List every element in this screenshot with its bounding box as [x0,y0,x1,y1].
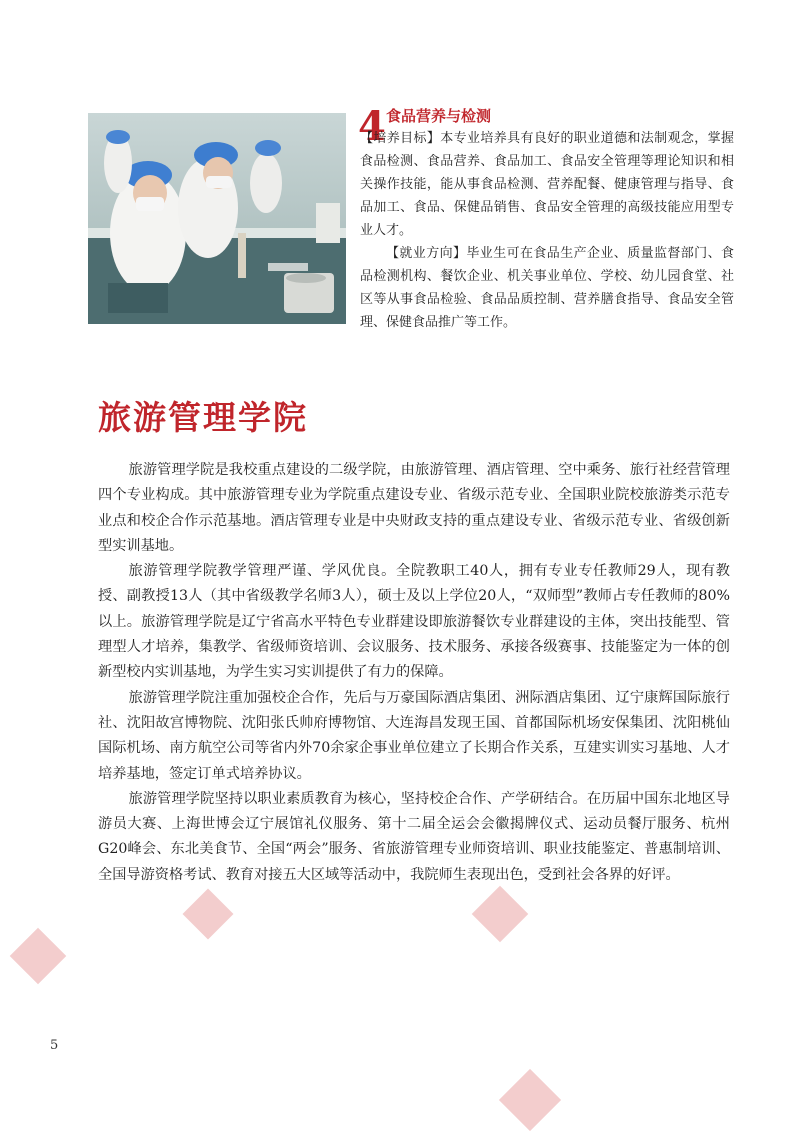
college-paragraph: 旅游管理学院坚持以职业素质教育为核心，坚持校企合作、产学研结合。在历届中国东北地区导游员大赛、上海世博会辽宁展馆礼仪服务、第十二届全运会会徽揭牌仪式、运动员餐厅服务、杭州G20峰会、东北美食节、全国“两会”服务、省旅游管理专业师资培训、职业技能鉴定、普惠制培训、全国导游资格考试、教育对接五大区域等活动中，我院师生表现出色，受到社会各界的好评。 [98,790,730,883]
college-paragraph: 旅游管理学院是我校重点建设的二级学院，由旅游管理、酒店管理、空中乘务、旅行社经营管理四个专业构成。其中旅游管理专业为学院重点建设专业、省级示范专业、全国职业院校旅游类示范专业点和校企合作示范基地。酒店管理专业是中央财政支持的重点建设专业、省级示范专业、省级创新型实训基地。 [98,462,730,554]
lab-photo [88,113,346,324]
college-title: 旅游管理学院 [98,398,308,437]
college-paragraph: 旅游管理学院注重加强校企合作，先后与万豪国际酒店集团、洲际酒店集团、辽宁康辉国际旅行社、沈阳故宫博物院、沈阳张氏帅府博物馆、大连海昌发现王国、首都国际机场安保集团、沈阳桃仙国际机场、南方航空公司等省内外70余家企事业单位建立了长期合作关系，互建实训实习基地、人才培养基地，签定订单式培养协议。 [98,689,730,782]
decorative-diamond [10,928,67,985]
college-body [98,458,730,888]
college-paragraph: 旅游管理学院教学管理严谨、学风优良。全院教职工40人，拥有专业专任教师29人，现有教授、副教授13人（其中省级教学名师3人），硕士及以上学位20人，“双师型”教师占专任教师的80%以上。旅游管理学院是辽宁省高水平特色专业群建设即旅游餐饮专业群建设的主体，突出技能型、管理型人才培养，集教学、省级师资培训、会议服务、技术服务、承接各级赛事、技能鉴定为一体的创新型校内实训基地，为学生实习实训提供了有力的保障。 [98,563,730,681]
section-body [360,127,734,334]
section-number: 4 [358,103,386,150]
decorative-diamond [472,886,529,943]
decorative-diamond [183,889,234,940]
section-title: 食品营养与检测 [386,107,492,125]
lab-photo-icon [88,113,346,324]
page-number: 5 [50,1038,59,1053]
employment-paragraph: 【就业方向】毕业生可在食品生产企业、质量监督部门、食品检测机构、餐饮企业、机关事业单位、学校、幼儿园食堂、社区等从事食品检验、食品品质控制、营养膳食指导、食品安全管理、保健食品推广等工作。 [360,246,734,330]
training-goal-paragraph: 【培养目标】本专业培养具有良好的职业道德和法制观念，掌握食品检测、食品营养、食品加工、食品安全管理等理论知识和相关操作技能，能从事食品检测、营养配餐、健康管理与指导、食品加工、食品、保健品销售、食品安全管理的高级技能应用型专业人才。 [360,131,734,238]
